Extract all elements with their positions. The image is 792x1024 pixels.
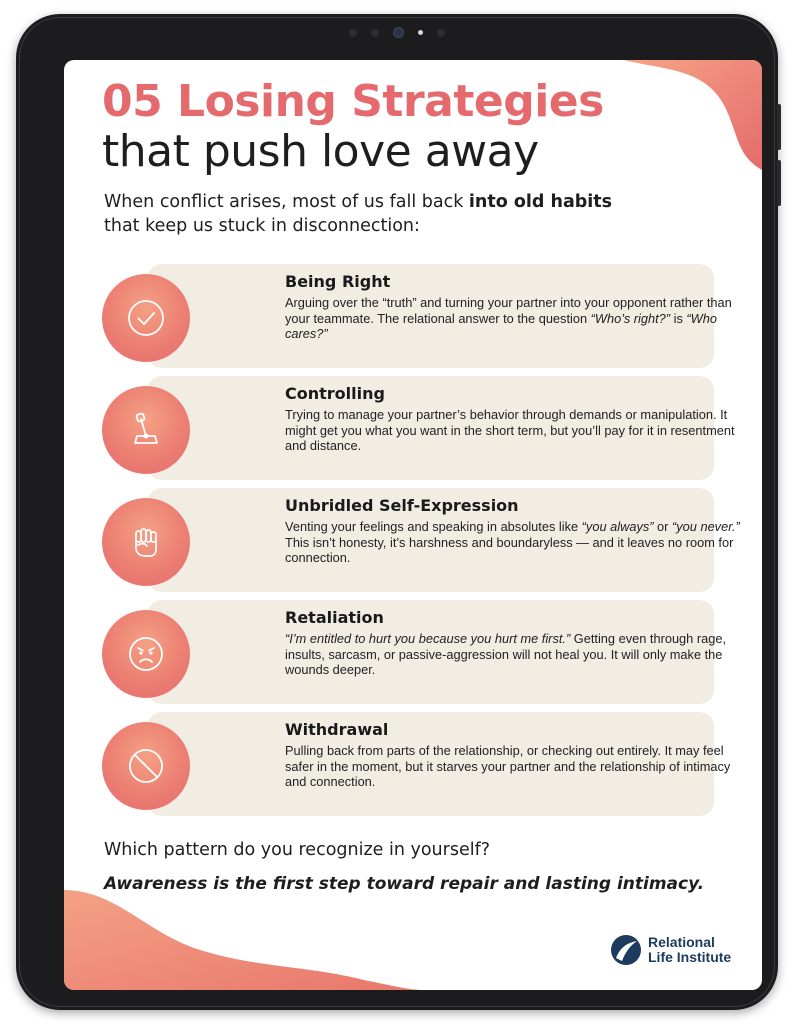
strategy-title: Withdrawal bbox=[285, 720, 389, 739]
relational-life-institute-logo bbox=[610, 930, 750, 970]
top-right-wave bbox=[624, 60, 762, 170]
strategy-description: “I’m entitled to hurt you because you hurt me first.” Getting even through rage, insults, sarcasm, or passive-aggression will not heal you. It will only make the wounds deeper. bbox=[285, 631, 727, 678]
logo-mark-icon bbox=[610, 934, 642, 966]
strategy-description: Venting your feelings and speaking in absolutes like “you always” or “you never.” This isn’t honesty, it’s harshness and boundaryless — and it leaves no room for connection. bbox=[285, 519, 740, 566]
title-main: that push love away bbox=[102, 126, 539, 177]
strategy-card-being-right bbox=[148, 264, 732, 368]
volume-up-button bbox=[777, 104, 781, 150]
intro-end: that keep us stuck in disconnection: bbox=[104, 216, 420, 236]
prohibited-icon bbox=[126, 746, 166, 786]
strategy-description: Arguing over the “truth” and turning your partner into your opponent rather than your teammate. The relational answer to the question “Who’s right?” is “Who cares?” bbox=[285, 295, 732, 342]
tablet-frame bbox=[16, 14, 778, 1010]
strategy-icon-badge bbox=[102, 386, 190, 474]
strategy-description: Pulling back from parts of the relationship, or checking out entirely. It may feel safer in the moment, but it starves your partner and the relationship of intimacy and connection. bbox=[285, 743, 731, 790]
intro-lead: When conflict arises, most of us fall back bbox=[104, 192, 464, 212]
closing-tagline: Awareness is the first step toward repair and lasting intimacy. bbox=[104, 874, 705, 894]
check-circle-icon bbox=[126, 298, 166, 338]
strategy-card-controlling bbox=[148, 376, 735, 480]
camera-lens-icon bbox=[393, 27, 404, 38]
indicator-light bbox=[418, 30, 423, 35]
angry-face-icon bbox=[126, 634, 166, 674]
logo-text bbox=[648, 935, 731, 965]
sensor-dot bbox=[349, 29, 357, 37]
camera-bar bbox=[16, 27, 778, 37]
volume-down-button bbox=[777, 160, 781, 206]
intro-emphasis: into old habits bbox=[468, 192, 613, 212]
strategy-card-retaliation bbox=[148, 600, 727, 704]
strategy-icon-badge bbox=[102, 610, 190, 698]
strategy-card-withdrawal bbox=[148, 712, 731, 816]
reflection-question: Which pattern do you recognize in yourself? bbox=[104, 840, 491, 860]
fist-icon bbox=[126, 522, 166, 562]
title-accent: 05 Losing Strategies bbox=[102, 76, 604, 127]
bottom-left-wave bbox=[64, 890, 424, 990]
strategy-icon-badge bbox=[102, 498, 190, 586]
strategy-title: Controlling bbox=[285, 384, 385, 403]
sensor-dot bbox=[371, 29, 379, 37]
strategy-icon-badge bbox=[102, 274, 190, 362]
sensor-dot bbox=[437, 29, 445, 37]
screen bbox=[64, 60, 762, 990]
logo-line-1: Relational bbox=[648, 934, 715, 950]
strategy-icon-badge bbox=[102, 722, 190, 810]
strategy-description: Trying to manage your partner’s behavior through demands or manipulation. It might get you what you want in the short term, but you’ll pay for it in resentment and distance. bbox=[285, 407, 735, 454]
strategy-title: Retaliation bbox=[285, 608, 384, 627]
logo-line-2: Life Institute bbox=[648, 949, 732, 965]
lever-icon bbox=[126, 410, 166, 450]
strategy-title: Being Right bbox=[285, 272, 391, 291]
strategy-title: Unbridled Self-Expression bbox=[285, 496, 519, 515]
intro-text bbox=[104, 190, 644, 238]
strategy-card-unbridled-self-expression bbox=[148, 488, 740, 592]
